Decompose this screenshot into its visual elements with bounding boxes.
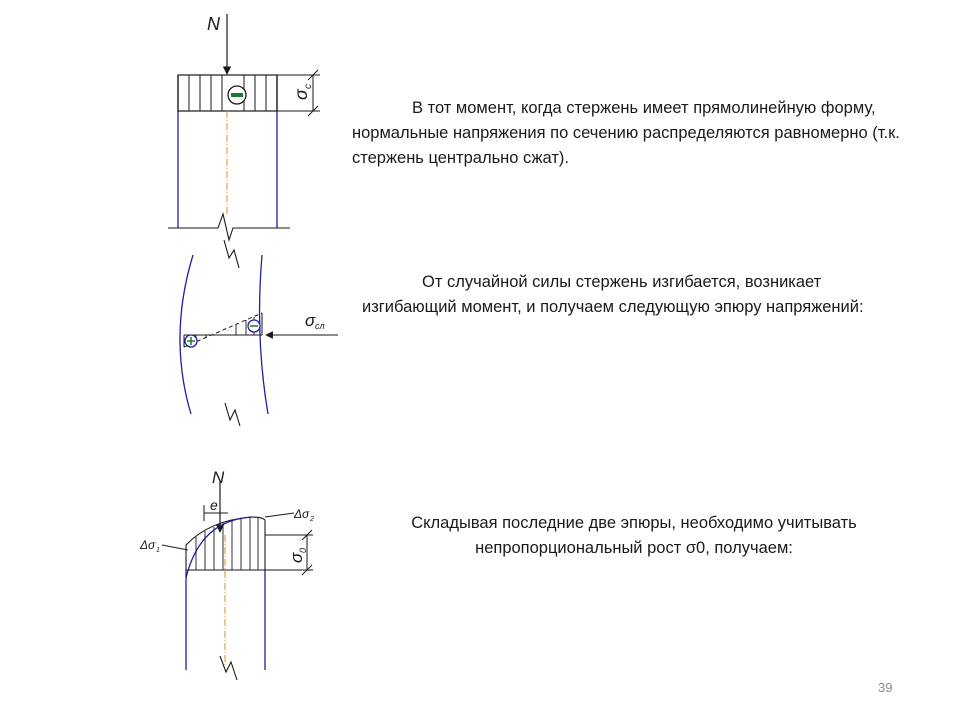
eccentricity-label: e <box>210 497 218 513</box>
stress-block <box>178 75 277 111</box>
paragraph-text-2: От случайной силы стержень изгибается, возникает изгибающий момент, и получаем следующую эпюру напряжений: <box>362 273 864 316</box>
break-mark-3 <box>220 656 237 680</box>
svg-text:1: 1 <box>156 547 160 554</box>
paragraph-combined <box>384 511 884 561</box>
break-mark <box>224 240 239 268</box>
svg-text:Δσ: Δσ <box>294 507 310 521</box>
svg-text:σ: σ <box>305 311 316 330</box>
lateral-force-label <box>305 311 325 331</box>
combined-hatching <box>196 517 258 570</box>
break-line <box>168 214 290 240</box>
svg-text:σ: σ <box>291 89 311 100</box>
force-label: N <box>207 14 220 34</box>
diagram-bending-stress <box>180 255 338 426</box>
paragraph-bending <box>362 270 902 320</box>
sigma-c-label <box>291 84 314 100</box>
svg-text:0: 0 <box>298 547 308 553</box>
diagram-combined-stress <box>139 468 314 680</box>
paragraph-text-1: В тот момент, когда стержень имеет прямолинейную форму, нормальные напряжения по сечению распределяются равномерно (т.к. стержень центрально сжат). <box>352 99 900 167</box>
minus-sign-icon <box>231 93 243 97</box>
d-sigma2-label <box>293 507 314 523</box>
force-label-3: N <box>212 468 225 487</box>
diagram-uniform-compression <box>168 14 320 268</box>
svg-text:σ: σ <box>287 552 306 563</box>
svg-text:cл: cл <box>315 321 325 331</box>
break-mark-2 <box>225 403 240 426</box>
sigma0-label <box>287 548 308 563</box>
d-sigma2-leader <box>265 513 294 517</box>
paragraph-text-3: Складывая последние две эпюры, необходимо учитывать непропорциональный рост σ0, получаем: <box>411 514 857 557</box>
d-sigma1-leader <box>162 545 188 550</box>
stress-hatching <box>189 75 266 111</box>
svg-text:c: c <box>303 84 314 89</box>
svg-text:Δσ: Δσ <box>140 538 156 552</box>
svg-text:2: 2 <box>310 516 314 523</box>
d-sigma1-label <box>139 538 160 554</box>
paragraph-uniform-compression <box>352 96 932 171</box>
slide-number: 39 <box>878 680 893 695</box>
